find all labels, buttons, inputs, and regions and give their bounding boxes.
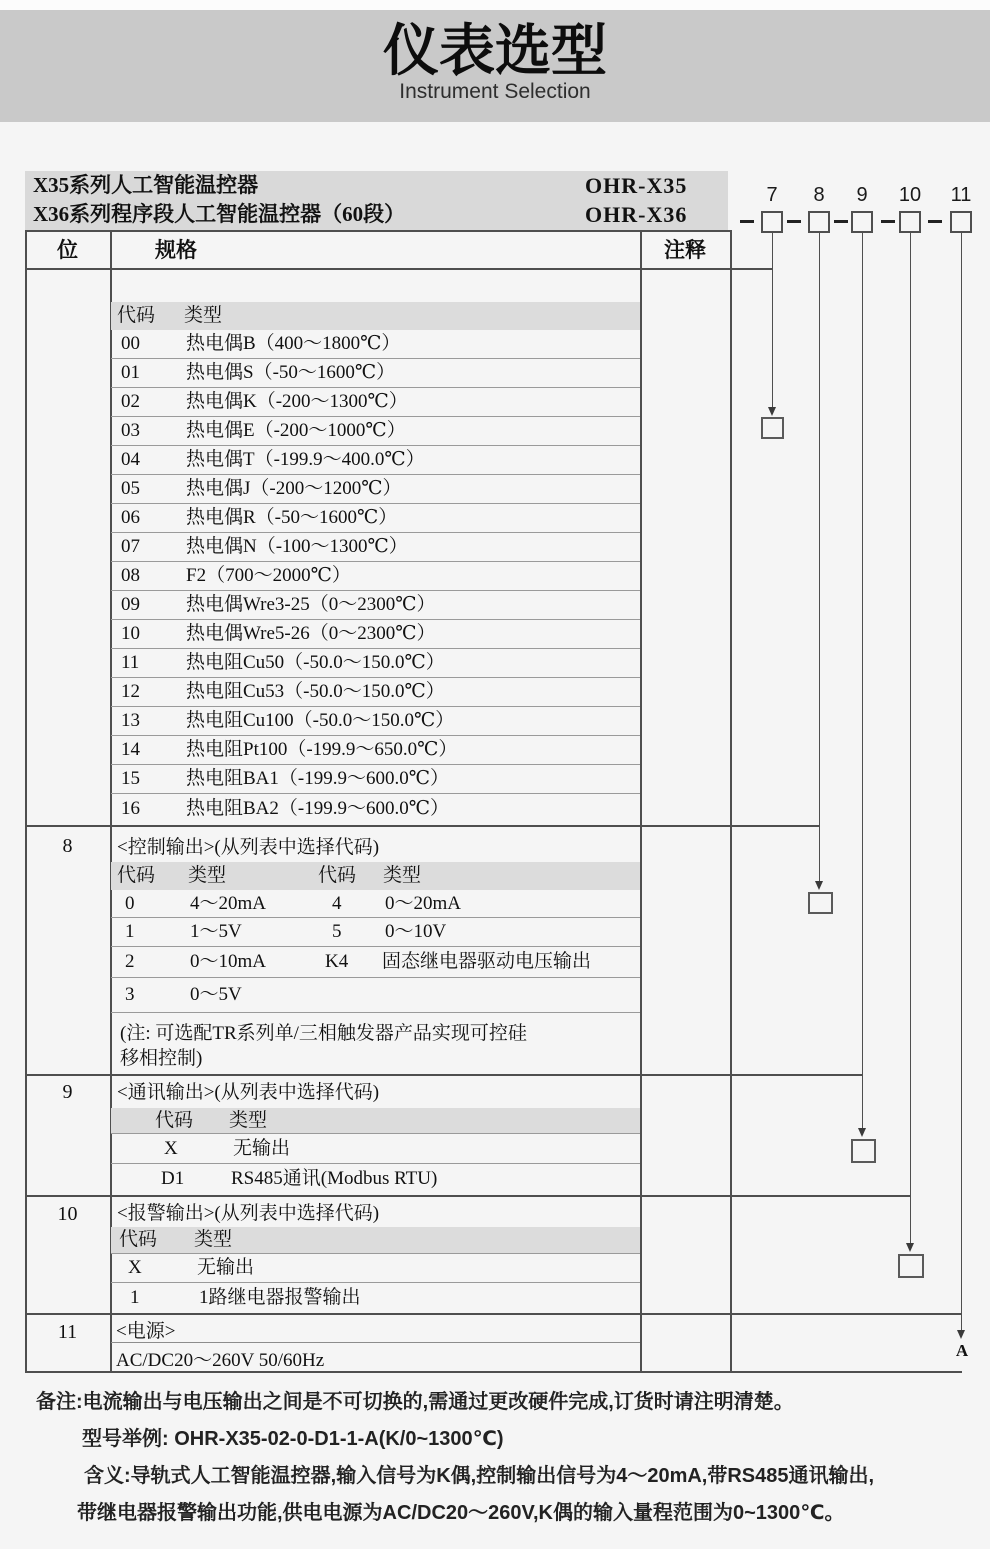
power-spec-value: AC/DC20～260V 50/60Hz bbox=[116, 1350, 325, 1371]
arrowhead-10 bbox=[906, 1243, 914, 1252]
input-row-15 bbox=[111, 765, 640, 794]
section8-row-3 bbox=[111, 978, 640, 1013]
selector-box-9 bbox=[851, 211, 873, 233]
row-label: RS485通讯(Modbus RTU) bbox=[231, 1168, 438, 1189]
digit-label-10: 10 bbox=[898, 184, 922, 206]
arrowhead-7 bbox=[768, 407, 776, 416]
series-name: X36系列程序段人工智能温控器（60段） bbox=[33, 202, 406, 226]
section8-note-line2: 移相控制) bbox=[120, 1048, 203, 1069]
row-code: 02 bbox=[121, 391, 140, 412]
digit-label-11: 11 bbox=[950, 184, 972, 206]
row-code: 03 bbox=[121, 420, 140, 441]
marker-a-label: A bbox=[955, 1341, 969, 1360]
row-label: 无输出 bbox=[197, 1257, 255, 1278]
selector-box-7 bbox=[761, 211, 783, 233]
footnote-meaning-line2: 带继电器报警输出功能,供电电源为AC/DC20～260V,K偶的输入量程范围为0~1300℃。 bbox=[77, 1502, 845, 1524]
row-label: 热电阻Cu50（-50.0～150.0℃） bbox=[186, 652, 445, 673]
digit-label-7: 7 bbox=[766, 184, 778, 206]
row-label: 0～10V bbox=[385, 921, 447, 942]
row-code: 1 bbox=[130, 1287, 140, 1308]
row-label: 热电偶B（400～1800℃） bbox=[186, 333, 401, 354]
selector-box-10 bbox=[899, 211, 921, 233]
page-title: 仪表选型 bbox=[383, 19, 607, 82]
arrowhead-9 bbox=[858, 1128, 866, 1137]
series-row-x36 bbox=[25, 200, 728, 229]
dash-separator bbox=[834, 220, 848, 223]
dash-separator bbox=[787, 220, 801, 223]
row-label: 热电偶T（-199.9～400.0℃） bbox=[186, 449, 425, 470]
column-header-note: 注释 bbox=[664, 238, 706, 262]
arrowhead-11 bbox=[957, 1330, 965, 1339]
row-label: 热电阻BA2（-199.9～600.0℃） bbox=[186, 798, 449, 819]
footnote-model-example: 型号举例: OHR-X35-02-0-D1-1-A(K/0~1300℃) bbox=[82, 1428, 504, 1450]
column-header-bit: 位 bbox=[57, 238, 78, 262]
band-type-label: 类型 bbox=[188, 865, 227, 886]
row-code: 08 bbox=[121, 565, 140, 586]
row-code: 4 bbox=[332, 893, 342, 914]
input-row-06 bbox=[111, 504, 640, 533]
pointer-line-7 bbox=[772, 233, 773, 407]
series-model: OHR-X35 bbox=[585, 173, 688, 198]
row-label: 无输出 bbox=[233, 1138, 291, 1159]
row-code: 01 bbox=[121, 362, 140, 383]
section-border-9-10 bbox=[25, 1195, 911, 1197]
row-label: 热电偶E（-200～1000℃） bbox=[186, 420, 406, 441]
input-row-04 bbox=[111, 446, 640, 475]
row-label: 热电阻BA1（-199.9～600.0℃） bbox=[186, 768, 449, 789]
input-row-10 bbox=[111, 620, 640, 649]
row-code: 2 bbox=[125, 951, 135, 972]
row-code: 06 bbox=[121, 507, 140, 528]
row-label: 热电偶J（-200～1200℃） bbox=[186, 478, 402, 499]
row-code: X bbox=[128, 1257, 142, 1278]
input-row-07 bbox=[111, 533, 640, 562]
band-type-label: 类型 bbox=[194, 1229, 233, 1250]
note-column-divider bbox=[640, 230, 642, 1373]
section-border-10-11 bbox=[25, 1313, 962, 1315]
section10-row-x bbox=[111, 1254, 640, 1283]
row-code: D1 bbox=[161, 1168, 185, 1189]
input-row-05 bbox=[111, 475, 640, 504]
row-code: 14 bbox=[121, 739, 140, 760]
table-top-border bbox=[25, 230, 730, 232]
row-code: 09 bbox=[121, 594, 140, 615]
band-type-label: 类型 bbox=[184, 305, 223, 326]
input-row-11 bbox=[111, 649, 640, 678]
top-margin-strip bbox=[0, 0, 990, 10]
band-code-label: 代码 bbox=[119, 1229, 158, 1250]
section10-band bbox=[111, 1227, 640, 1254]
section11-title: <电源> bbox=[116, 1321, 176, 1342]
target-box-9 bbox=[851, 1139, 876, 1163]
series-name: X35系列人工智能温控器 bbox=[33, 173, 259, 197]
input-row-16 bbox=[111, 794, 640, 823]
band-type-label: 类型 bbox=[229, 1110, 268, 1131]
row-code: 05 bbox=[121, 478, 140, 499]
row-code: X bbox=[164, 1138, 178, 1159]
band-code-label: 代码 bbox=[318, 865, 357, 886]
row-code: 16 bbox=[121, 798, 140, 819]
row-label: 1路继电器报警输出 bbox=[199, 1287, 361, 1308]
row-code: 11 bbox=[121, 652, 140, 673]
section8-note-line1: (注: 可选配TR系列单/三相触发器产品实现可控硅 bbox=[120, 1023, 527, 1044]
bit-number-10: 10 bbox=[57, 1203, 78, 1225]
band-code-label: 代码 bbox=[117, 865, 156, 886]
row-code: 5 bbox=[332, 921, 342, 942]
column-header-spec: 规格 bbox=[155, 238, 197, 262]
row-label: 0～5V bbox=[190, 984, 242, 1005]
row-code: 3 bbox=[125, 984, 135, 1005]
row-label: 0～20mA bbox=[385, 893, 462, 914]
row-label: 热电偶Wre5-26（0～2300℃） bbox=[186, 623, 436, 644]
bit-number-8: 8 bbox=[62, 835, 73, 857]
dash-separator bbox=[928, 220, 942, 223]
section8-row-1 bbox=[111, 918, 640, 947]
section8-row-0 bbox=[111, 890, 640, 918]
section9-row-d1 bbox=[111, 1163, 640, 1194]
pointer-line-8 bbox=[819, 233, 820, 881]
pointer-line-11 bbox=[961, 233, 962, 1330]
row-code: 04 bbox=[121, 449, 140, 470]
row-code: 10 bbox=[121, 623, 140, 644]
band-type-label: 类型 bbox=[383, 865, 422, 886]
input-row-02 bbox=[111, 388, 640, 417]
pointer-line-10 bbox=[910, 233, 911, 1243]
row-code: 0 bbox=[125, 893, 135, 914]
target-box-7 bbox=[761, 417, 784, 439]
row-code: 07 bbox=[121, 536, 140, 557]
dash-separator bbox=[740, 220, 754, 223]
input-row-03 bbox=[111, 417, 640, 446]
page-subtitle: Instrument Selection bbox=[399, 80, 591, 103]
target-box-8 bbox=[808, 892, 833, 914]
row-code: 13 bbox=[121, 710, 140, 731]
row-code: K4 bbox=[325, 951, 349, 972]
section10-title: <报警输出>(从列表中选择代码) bbox=[117, 1203, 380, 1224]
bit-number-9: 9 bbox=[62, 1081, 73, 1103]
row-code: 00 bbox=[121, 333, 140, 354]
target-box-10 bbox=[898, 1254, 924, 1278]
section8-row-2 bbox=[111, 947, 640, 978]
section9-title: <通讯输出>(从列表中选择代码) bbox=[117, 1082, 380, 1103]
section-border-8-9 bbox=[25, 1074, 863, 1076]
digit-label-9: 9 bbox=[856, 184, 868, 206]
row-label: 热电阻Pt100（-199.9～650.0℃） bbox=[186, 739, 458, 760]
section8-band bbox=[111, 862, 640, 890]
pointer-line-9 bbox=[862, 233, 863, 1128]
arrowhead-8 bbox=[815, 881, 823, 890]
row-code: 12 bbox=[121, 681, 140, 702]
row-label: 固态继电器驱动电压输出 bbox=[382, 951, 592, 972]
row-label: F2（700～2000℃） bbox=[186, 565, 351, 586]
row-label: 热电阻Cu100（-50.0～150.0℃） bbox=[186, 710, 455, 731]
row-label: 热电偶S（-50～1600℃） bbox=[186, 362, 396, 383]
row-code: 1 bbox=[125, 921, 135, 942]
footnote-meaning-line1: 含义:导轨式人工智能温控器,输入信号为K偶,控制输出信号为4～20mA,带RS485通讯输出, bbox=[84, 1465, 875, 1487]
selector-box-8 bbox=[808, 211, 830, 233]
series-banner bbox=[25, 171, 728, 230]
band-code-label: 代码 bbox=[155, 1110, 194, 1131]
input-row-01 bbox=[111, 359, 640, 388]
dash-separator bbox=[881, 220, 895, 223]
section-border-7-8 bbox=[25, 825, 819, 827]
row-label: 热电偶Wre3-25（0～2300℃） bbox=[186, 594, 436, 615]
band-code-label: 代码 bbox=[117, 305, 156, 326]
row-label: 4～20mA bbox=[190, 893, 267, 914]
row-code: 15 bbox=[121, 768, 140, 789]
input-row-13 bbox=[111, 707, 640, 736]
row-label: 1～5V bbox=[190, 921, 242, 942]
input-row-08 bbox=[111, 562, 640, 591]
power-row-divider bbox=[111, 1342, 640, 1343]
digit-label-8: 8 bbox=[813, 184, 825, 206]
series-row-x35 bbox=[25, 171, 728, 200]
bit-number-11: 11 bbox=[57, 1321, 78, 1343]
header-row-border bbox=[25, 268, 773, 270]
row-label: 热电偶R（-50～1600℃） bbox=[186, 507, 398, 528]
row-label: 热电阻Cu53（-50.0～150.0℃） bbox=[186, 681, 445, 702]
input-row-14 bbox=[111, 736, 640, 765]
row-label: 热电偶N（-100～1300℃） bbox=[186, 536, 408, 557]
footnote-remark: 备注:电流输出与电压输出之间是不可切换的,需通过更改硬件完成,订货时请注明清楚。 bbox=[36, 1391, 794, 1413]
row-label: 0～10mA bbox=[190, 951, 267, 972]
table-right-border bbox=[730, 230, 732, 1373]
section9-row-x bbox=[111, 1134, 640, 1164]
section10-row-1 bbox=[111, 1283, 640, 1312]
section8-title: <控制输出>(从列表中选择代码) bbox=[117, 837, 380, 858]
input-row-00 bbox=[111, 330, 640, 359]
selector-box-11 bbox=[950, 211, 972, 233]
section9-band bbox=[111, 1108, 640, 1134]
input-code-band bbox=[111, 302, 640, 330]
row-label: 热电偶K（-200～1300℃） bbox=[186, 391, 408, 412]
input-row-09 bbox=[111, 591, 640, 620]
series-model: OHR-X36 bbox=[585, 202, 688, 227]
input-row-12 bbox=[111, 678, 640, 707]
